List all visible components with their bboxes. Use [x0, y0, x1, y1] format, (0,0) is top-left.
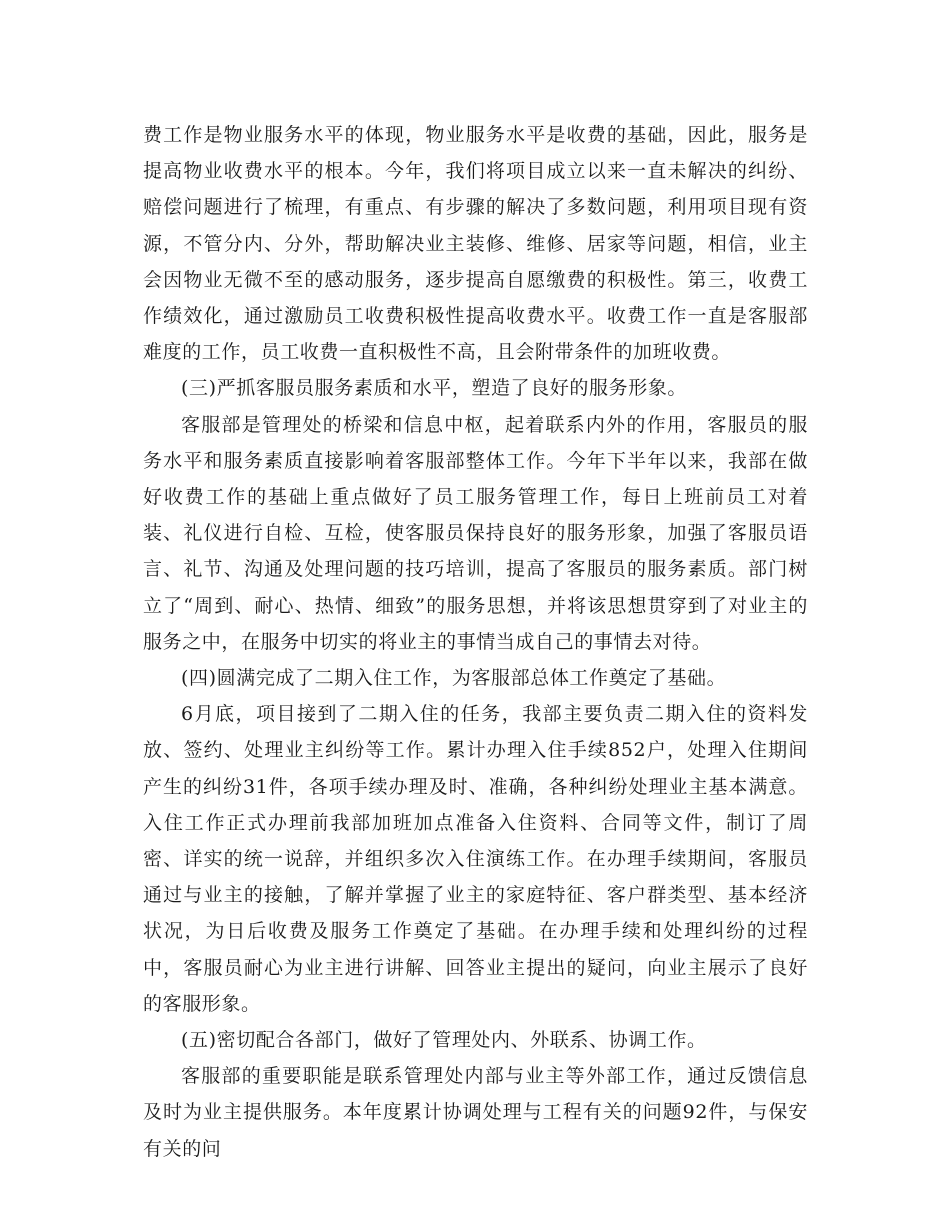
paragraph-service-quality: 客服部是管理处的桥梁和信息中枢，起着联系内外的作用，客服员的服务水平和服务素质直接影响着客服部整体工作。今年下半年以来，我部在做好收费工作的基础上重点做好了员工服务管理工作，每日上班前员工对着装、礼仪进行自检、互检，使客服员保持良好的服务形象，加强了客服员语言、礼节、沟通及处理问题的技巧培训，提高了客服员的服务素质。部门树立了“周到、耐心、热情、细致”的服务思想，并将该思想贯穿到了对业主的服务之中，在服务中切实的将业主的事情当成自己的事情去对待。: [143, 413, 808, 653]
paragraph-fee-continuation: 费工作是物业服务水平的体现，物业服务水平是收费的基础，因此，服务是提高物业收费水平的根本。今年，我们将项目成立以来一直未解决的纠纷、赔偿问题进行了梳理，有重点、有步骤的解决了多数问题，利用项目现有资源，不管分内、分外，帮助解决业主装修、维修、居家等问题，相信，业主会因物业无微不至的感动服务，逐步提高自愿缴费的积极性。第三，收费工作绩效化，通过激励员工收费积极性提高收费水平。收费工作一直是客服部难度的工作，员工收费一直积极性不高，且会附带条件的加班收费。: [143, 124, 808, 364]
paragraph-coordination: 客服部的重要职能是联系管理处内部与业主等外部工作，通过反馈信息及时为业主提供服务。本年度累计协调处理与工程有关的问题92件，与保安有关的问: [143, 1065, 808, 1160]
document-body: [143, 117, 808, 1167]
heading-section-4: (四)圆满完成了二期入住工作，为客服部总体工作奠定了基础。: [181, 667, 727, 690]
paragraph-phase-two-move-in: 6月底，项目接到了二期入住的任务，我部主要负责二期入住的资料发放、签约、处理业主纠纷等工作。累计办理入住手续852户，处理入住期间产生的纠纷31件，各项手续办理及时、准确，各种纠纷处理业主基本满意。入住工作正式办理前我部加班加点准备入住资料、合同等文件，制订了周密、详实的统一说辞，并组织多次入住演练工作。在办理手续期间，客服员通过与业主的接触，了解并掌握了业主的家庭特征、客户群类型、基本经济状况，为日后收费及服务工作奠定了基础。在办理手续和处理纠纷的过程中，客服员耐心为业主进行讲解、回答业主提出的疑问，向业主展示了良好的客服形象。: [143, 703, 808, 1015]
heading-section-5: (五)密切配合各部门，做好了管理处内、外联系、协调工作。: [181, 1029, 707, 1052]
heading-section-3: (三)严抓客服员服务素质和水平，塑造了良好的服务形象。: [181, 377, 688, 400]
